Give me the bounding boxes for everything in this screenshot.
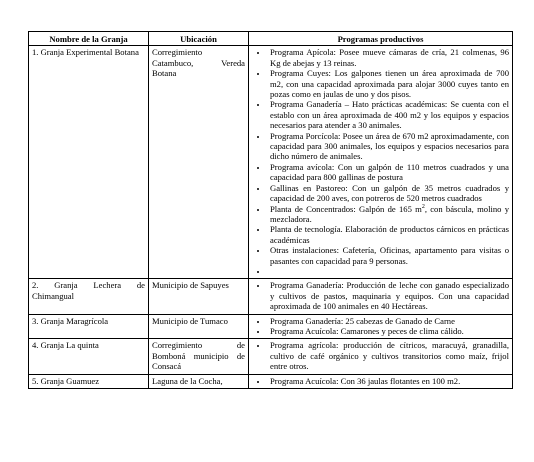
- farm-name-cell: 3. Granja Maragrícola: [29, 314, 149, 339]
- list-item: • Programa Porcícola: Posee un área de 670 m2 aproximadamente, con capacidad para 300 animales, los equipos y espacios necesarios para dicho número de animales.: [268, 131, 509, 162]
- farm-name-cell: 1. Granja Experimental Botana: [29, 46, 149, 279]
- table-row: [29, 339, 513, 374]
- location-cell: Municipio de Sapuyes: [149, 279, 249, 314]
- programs-cell: [249, 314, 513, 339]
- table-row: [29, 374, 513, 388]
- programs-list: [252, 376, 509, 386]
- concentrate-tail: , con báscula, molino y mezcladora.: [270, 203, 509, 224]
- programs-list: [252, 280, 509, 311]
- list-item: • Programa Apícola: Posee mueve cámaras de cría, 21 colmenas, 96 Kg de abejas y 13 reinas.: [268, 47, 509, 68]
- list-item: • Programa Ganadería – Hato prácticas académicas: Se cuenta con el establo con un área aproximada de 400 m2 y los equipos y espacios necesarios para atender a 30 animales.: [268, 99, 509, 130]
- table-row: [29, 279, 513, 314]
- programs-list: [252, 340, 509, 371]
- list-item-empty: [268, 266, 509, 276]
- farms-table: [28, 31, 513, 389]
- location-cell: Laguna de la Cocha,: [149, 374, 249, 388]
- header-programs: Programas productivos: [249, 32, 513, 46]
- location-cell: Corregimiento de Bomboná municipio de Consacá: [149, 339, 249, 374]
- table-header-row: [29, 32, 513, 46]
- list-item: • Gallinas en Pastoreo: Con un galpón de 35 metros cuadrados y capacidad de 200 aves, con potreros de 520 metros cuadrados: [268, 183, 509, 204]
- header-farm-name: Nombre de la Granja: [29, 32, 149, 46]
- farm-name-cell: 5. Granja Guamuez: [29, 374, 149, 388]
- list-item: • Programa Acuícola: Con 36 jaulas flotantes en 100 m2.: [268, 376, 509, 386]
- list-item: [268, 204, 509, 225]
- farm-name-cell: 2. Granja Lechera de Chimangual: [29, 279, 149, 314]
- table-row: [29, 46, 513, 279]
- list-item: • Programa Ganadería: Producción de leche con ganado especializado y cultivos de pastos, maquinaria y equipos. Con una capacidad aproximada de 100 animales en 40 Hectáreas.: [268, 280, 509, 311]
- location-cell: Municipio de Tumaco: [149, 314, 249, 339]
- programs-cell: [249, 46, 513, 279]
- programs-list: [252, 316, 509, 337]
- programs-cell: [249, 279, 513, 314]
- list-item: • Programa agrícola: producción de cítricos, maracuyá, granadilla, cultivo de café orgánico y cultivos transitorios como maíz, frijol entre otros.: [268, 340, 509, 371]
- list-item: • Programa Acuícola: Camarones y peces de clima cálido.: [268, 326, 509, 336]
- list-item: • Otras instalaciones: Cafetería, Oficinas, apartamento para visitas o pasantes con capacidad para 9 personas.: [268, 245, 509, 266]
- location-cell: Corregimiento Catambuco, Vereda Botana: [149, 46, 249, 279]
- table-row: [29, 314, 513, 339]
- superscript: 2: [421, 203, 425, 210]
- programs-cell: [249, 339, 513, 374]
- list-item: • Programa Ganadería: 25 cabezas de Ganado de Carne: [268, 316, 509, 326]
- list-item: • Programa Cuyes: Los galpones tienen un área aproximada de 700 m2, con una capacidad aproximada para alojar 3000 cuyes tanto en pozas como en jaulas de uno y dos pisos.: [268, 68, 509, 99]
- programs-list: [252, 47, 509, 276]
- concentrate-text: Planta de Concentrados: Galpón de 165 m: [270, 203, 422, 214]
- header-location: Ubicación: [149, 32, 249, 46]
- list-item: • Planta de tecnología. Elaboración de productos cárnicos en prácticas académicas: [268, 224, 509, 245]
- list-item: • Programa avícola: Con un galpón de 110 metros cuadrados y una capacidad para 800 gallinas de postura: [268, 162, 509, 183]
- programs-cell: [249, 374, 513, 388]
- farm-name-cell: 4. Granja La quinta: [29, 339, 149, 374]
